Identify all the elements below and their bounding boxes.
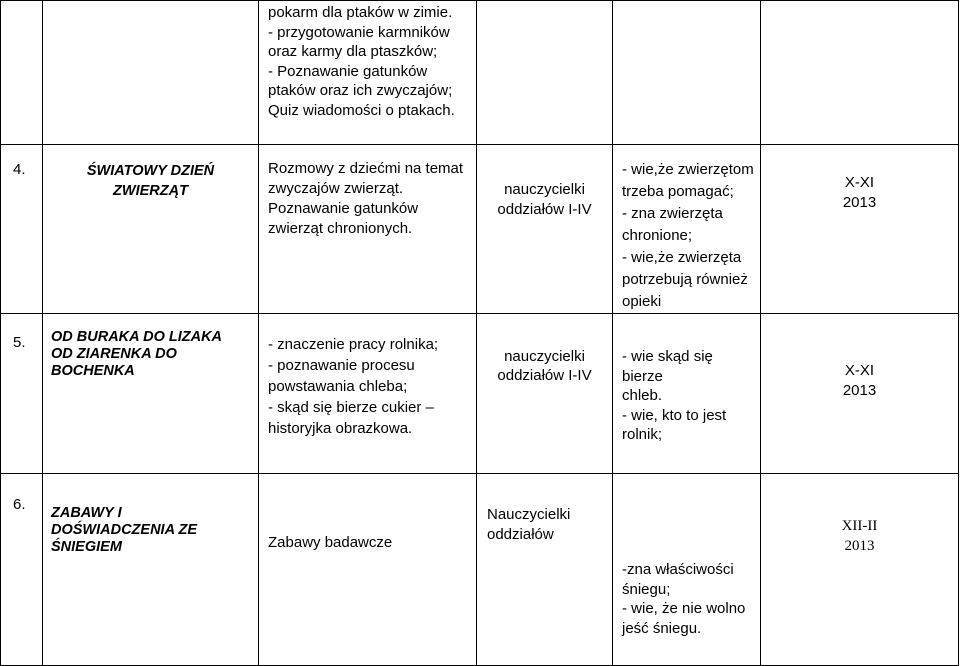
responsible-text: nauczycielki oddziałów I-IV <box>497 348 592 384</box>
row-number-cell <box>1 1 43 145</box>
event-title-cell <box>43 145 259 314</box>
row-number-cell <box>1 474 43 666</box>
goals-cell <box>613 1 761 145</box>
date-cell <box>761 474 959 666</box>
responsible-cell <box>477 145 613 314</box>
goals-text: - wie skąd się bierze chleb. - wie, kto to jest rolnik; <box>622 348 727 443</box>
responsible-text: nauczycielki oddziałów I-IV <box>497 181 592 218</box>
event-title-cell <box>43 314 259 474</box>
goals-text: -zna właściwości śniegu; - wie, że nie wolno jeść śniegu. <box>622 561 746 637</box>
row-number: 4. <box>13 161 26 178</box>
row-number-cell <box>1 314 43 474</box>
table-row <box>1 314 959 474</box>
date-text: XII-II 2013 <box>841 518 878 554</box>
event-title: ZABAWY I DOŚWIADCZENIA ZE ŚNIEGIEM <box>51 505 198 555</box>
responsible-cell <box>477 474 613 666</box>
content-text: Rozmowy z dziećmi na temat zwyczajów zwierząt. Poznawanie gatunków zwierząt chronionych. <box>268 160 464 237</box>
date-text: X-XI 2013 <box>842 174 877 211</box>
event-title-cell <box>43 474 259 666</box>
event-title: OD BURAKA DO LIZAKA OD ZIARENKA DO BOCHENKA <box>51 329 223 379</box>
content-cell <box>259 1 477 145</box>
goals-cell <box>613 314 761 474</box>
date-cell <box>761 314 959 474</box>
table-row <box>1 1 959 145</box>
responsible-cell <box>477 314 613 474</box>
content-text: Zabawy badawcze <box>268 534 393 551</box>
date-cell <box>761 1 959 145</box>
row-number: 5. <box>13 334 26 351</box>
event-title: ŚWIATOWY DZIEŃ ZWIERZĄT <box>86 163 215 199</box>
content-cell <box>259 474 477 666</box>
table-row <box>1 145 959 314</box>
table-row <box>1 474 959 666</box>
date-cell <box>761 145 959 314</box>
content-cell <box>259 314 477 474</box>
goals-cell <box>613 145 761 314</box>
content-cell <box>259 145 477 314</box>
date-text: X-XI 2013 <box>842 362 877 399</box>
goals-text: - wie,że zwierzętom trzeba pomagać; - zna zwierzęta chronione; - wie,że zwierzęta potrzebują również opieki <box>622 161 754 310</box>
goals-cell <box>613 474 761 666</box>
row-number-cell <box>1 145 43 314</box>
content-text: pokarm dla ptaków w zimie. - przygotowanie karmników oraz karmy dla ptaszków; - Poznawanie gatunków ptaków oraz ich zwyczajów; Quiz wiadomości o ptakach. <box>268 4 455 119</box>
row-number: 6. <box>13 496 26 513</box>
responsible-cell <box>477 1 613 145</box>
content-text: - znaczenie pracy rolnika; - poznawanie procesu powstawania chleba; - skąd się bierze cukier – historyjka obrazkowa. <box>268 336 439 437</box>
event-title-cell <box>43 1 259 145</box>
responsible-text: Nauczycielki oddziałów <box>487 506 571 543</box>
